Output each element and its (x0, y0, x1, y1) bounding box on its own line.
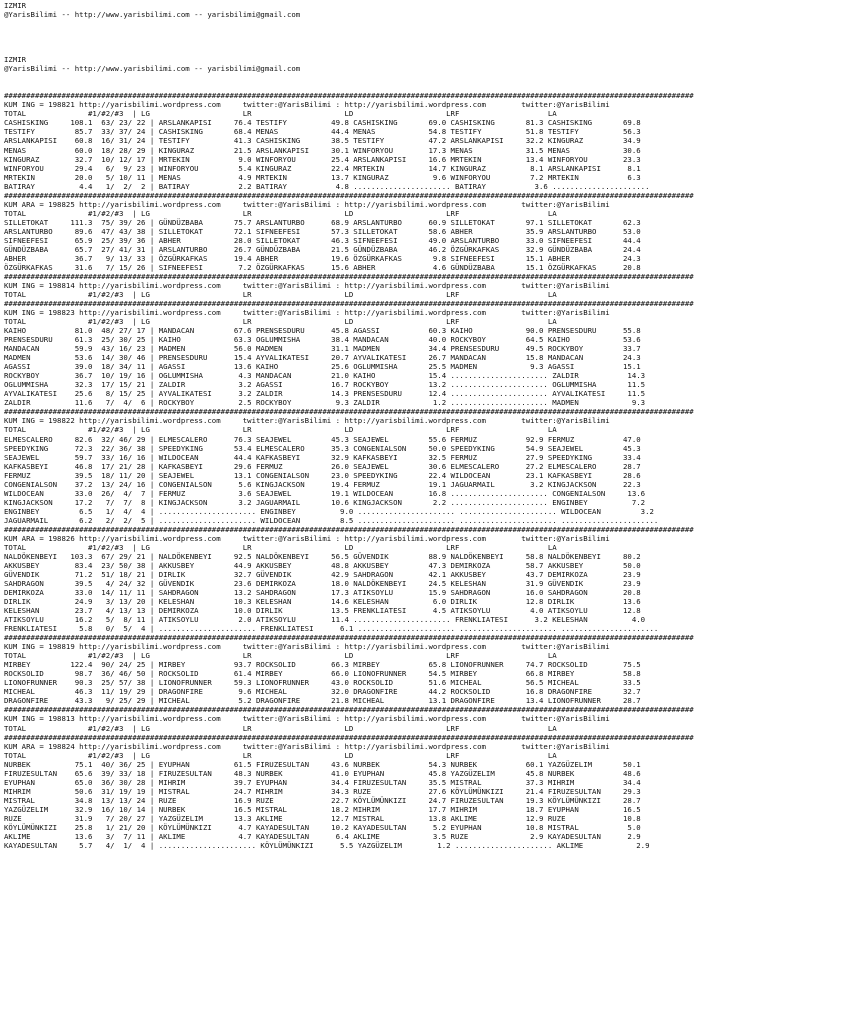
text-line: SEAJEWEL 59.7 33/ 16/ 16 | WILDOCEAN 44.4 KAFKASBEYI 32.9 KAFKASBEYI 32.5 FERMUZ 27.9 SPEEDYKING 33.4 (4, 452, 641, 462)
text-line: SAHDRAGON 39.5 4/ 24/ 32 | GÜVENDIK 23.6 DEMIRKOZA 18.0 NALDÖKENBEYI 24.5 KELESHAN 31.9 GÜVENDIK 23.9 (4, 579, 641, 588)
text-line: KUM ING = 198822 http://yarisbilimi.wordpress.com twitter:@YarisBilimi : http://yarisbilimi.wordpress.com twitter:@YarisBilimi (4, 416, 610, 426)
text-line: ÖZGÜRKAFKAS 31.6 7/ 15/ 26 | SIFNEEFESI 7.2 ÖZGÜRKAFKAS 15.6 ABHER 4.6 GÜNDÜZBABA 15.1 ÖZGÜRKAFKAS 20.8 (4, 262, 641, 272)
text-line: TOTAL #1/#2/#3 | LG LR LD LRF LA (4, 208, 557, 218)
text-line: KUM ING = 198819 http://yarisbilimi.wordpress.com twitter:@YarisBilimi : http://yarisbilimi.wordpress.com twitter:@YarisBilimi (4, 642, 610, 652)
text-line: KUM ING = 198813 http://yarisbilimi.wordpress.com twitter:@YarisBilimi : http://yarisbilimi.wordpress.com twitter:@YarisBilimi (4, 714, 610, 724)
text-line: DIRLIK 24.9 3/ 13/ 20 | KELESHAN 10.3 KELESHAN 14.6 KELESHAN 6.0 DIRLIK 12.8 DIRLIK 13.6 (4, 597, 641, 607)
text-line: KUM ARA = 198826 http://yarisbilimi.wordpress.com twitter:@YarisBilimi : http://yarisbilimi.wordpress.com twitter:@YarisBilimi (4, 533, 610, 543)
text-line: TESTIFY 85.7 33/ 37/ 24 | CASHISKING 68.4 MENAS 44.4 MENAS 54.8 TESTIFY 51.8 TESTIFY 56.3 (4, 127, 641, 137)
text-line: WILDOCEAN 33.0 26/ 4/ 7 | FERMUZ 3.6 SEAJEWEL 19.1 WILDOCEAN 16.8 ...................... CONGENIALSON 13.6 (4, 488, 646, 498)
text-line: ZALDIR 11.6 7/ 4/ 6 | ROCKYBOY 2.5 ROCKYBOY 9.3 ZALDIR 1.2 ...................... MADMEN 9.3 (4, 398, 646, 408)
text-line: KUM ING = 198814 http://yarisbilimi.wordpress.com twitter:@YarisBilimi : http://yarisbilimi.wordpress.com twitter:@YarisBilimi (4, 280, 610, 290)
text-line: KELESHAN 23.7 4/ 13/ 13 | DEMIRKOZA 10.0 DIRLIK 13.5 FRENKLIATESI 4.5 ATIKSOYLU 4.0 ATIKSOYLU 12.8 (4, 606, 641, 616)
text-line: MADMEN 53.6 14/ 30/ 46 | PRENSESDURU 15.4 AYVALIKATESI 20.7 AYVALIKATESI 26.7 MANDACAN 15.8 MANDACAN 24.3 (4, 353, 641, 363)
text-line: MICHEAL 46.3 11/ 19/ 29 | DRAGONFIRE 9.6 MICHEAL 32.0 DRAGONFIRE 44.2 ROCKSOLID 16.8 DRAGONFIRE 32.7 (4, 687, 641, 697)
text-line: NURBEK 75.1 40/ 36/ 25 | EYUPHAN 61.5 FIRUZESULTAN 43.6 NURBEK 54.3 NURBEK 60.1 YAZGÜZELIM 50.1 (4, 759, 641, 769)
text-line: MRTEKIN 20.0 5/ 10/ 11 | MENAS 4.9 MRTEKIN 13.7 KINGURAZ 9.6 WINFORYOU 7.2 MRTEKIN 6.3 (4, 172, 641, 182)
text-line: YAZGÜZELIM 32.9 16/ 10/ 14 | NURBEK 16.5 MISTRAL 18.2 MIHRIM 17.7 MIHRIM 18.7 EYUPHAN 16.5 (4, 804, 641, 814)
text-line: TOTAL #1/#2/#3 | LG LR LD LRF LA (4, 651, 557, 661)
text-line: BATIRAY 4.4 1/ 2/ 2 | BATIRAY 2.2 BATIRAY 4.8 ...................... BATIRAY 3.6 ...................... (4, 181, 650, 191)
text-line (4, 28, 849, 37)
text-line: PRENSESDURU 61.3 25/ 30/ 25 | KAIHO 63.3 OGLUMMISHA 38.4 MANDACAN 40.0 ROCKYBOY 64.5 KAIHO 53.6 (4, 335, 641, 345)
text-line: IZMIR (4, 1, 27, 10)
text-line: ELMESCALERO 82.6 32/ 46/ 29 | ELMESCALERO 76.3 SEAJEWEL 45.3 SEAJEWEL 55.6 FERMUZ 92.9 FERMUZ 47.0 (4, 434, 641, 444)
text-line: ARSLANTURBO 89.6 47/ 43/ 38 | SILLETOKAT 72.1 SIFNEEFESI 57.3 SILLETOKAT 58.6 ABHER 35.9 ARSLANTURBO 53.0 (4, 226, 641, 236)
text-line: KINGJACKSON 17.2 7/ 7/ 8 | KINGJACKSON 3.2 JAGUARMAIL 10.6 KINGJACKSON 2.2 ...................... ENGINBEY 7.2 (4, 497, 646, 507)
text-line: IZMIR (4, 55, 27, 65)
text-line: TOTAL #1/#2/#3 | LG LR LD LRF LA (4, 290, 557, 299)
text-line: @YarisBilimi -- http://www.yarisbilimi.com -- yarisbilimi@gmail.com (4, 10, 301, 20)
text-line: ############################################################################################################################################################ (4, 732, 694, 742)
text-line: CONGENIALSON 37.2 13/ 24/ 16 | CONGENIALSON 5.6 KINGJACKSON 19.4 FERMUZ 19.1 JAGUARMAIL 3.2 KINGJACKSON 22.3 (4, 479, 641, 489)
text-line: AKLIME 13.6 3/ 7/ 11 | AKLIME 4.7 KAYADESULTAN 6.4 AKLIME 3.5 RUZE 2.9 KAYADESULTAN 2.9 (4, 831, 641, 841)
text-line: TOTAL #1/#2/#3 | LG LR LD LRF LA (4, 317, 557, 327)
text-line: AKKUSBEY 83.4 23/ 50/ 38 | AKKUSBEY 44.9 AKKUSBEY 48.8 AKKUSBEY 47.3 DEMIRKOZA 58.7 AKKUSBEY 50.0 (4, 560, 641, 570)
text-line: AGASSI 39.0 18/ 34/ 11 | AGASSI 13.6 KAIHO 25.6 OGLUMMISHA 25.5 MADMEN 9.3 AGASSI 15.1 (4, 362, 641, 372)
text-line: JAGUARMAIL 6.2 2/ 2/ 5 | ...................... WILDOCEAN 8.5 ...................... ...................... ...................... (4, 515, 659, 525)
text-line: ############################################################################################################################################################ (4, 190, 694, 200)
text-line: SIFNEEFESI 65.9 25/ 39/ 36 | ABHER 28.0 SILLETOKAT 46.3 SIFNEEFESI 49.0 ARSLANTURBO 33.0 SIFNEEFESI 44.4 (4, 235, 641, 245)
text-line: FERMUZ 39.5 18/ 11/ 20 | SEAJEWEL 13.1 CONGENIALSON 23.0 SPEEDYKING 22.4 WILDOCEAN 23.1 KAFKASBEYI 28.6 (4, 470, 641, 480)
text-line: ENGINBEY 6.5 1/ 4/ 4 | ...................... ENGINBEY 9.0 ...................... ...................... WILDOCEAN 3.2 (4, 506, 654, 516)
text-line: ############################################################################################################################################################ (4, 299, 694, 309)
text-line: WINFORYOU 29.4 6/ 9/ 23 | WINFORYOU 5.4 KINGURAZ 22.4 MRTEKIN 14.7 KINGURAZ 8.1 ARSLANKAPISI 8.1 (4, 163, 641, 173)
text-line: ATIKSOYLU 16.2 5/ 8/ 11 | ATIKSOYLU 2.0 ATIKSOYLU 11.4 ...................... FRENKLIATESI 3.2 KELESHAN 4.0 (4, 615, 646, 625)
text-line (4, 19, 849, 28)
text-line: GÜNDÜZBABA 65.7 27/ 41/ 31 | ARSLANTURBO 26.7 GÜNDÜZBABA 21.5 GÜNDÜZBABA 46.2 ÖZGÜRKAFKAS 32.9 GÜNDÜZBABA 24.4 (4, 244, 641, 254)
text-line: KAFKASBEYI 46.8 17/ 21/ 28 | KAFKASBEYI 29.6 FERMUZ 26.0 SEAJEWEL 30.6 ELMESCALERO 27.2 ELMESCALERO 28.7 (4, 461, 641, 471)
text-line: LIONOFRUNNER 90.3 25/ 57/ 38 | LIONOFRUNNER 59.3 LIONOFRUNNER 43.0 ROCKSOLID 51.6 MICHEAL 56.5 MICHEAL 33.5 (4, 678, 641, 688)
text-line: ############################################################################################################################################################ (4, 407, 694, 417)
text-line: KUM ING = 198823 http://yarisbilimi.wordpress.com twitter:@YarisBilimi : http://yarisbilimi.wordpress.com twitter:@YarisBilimi (4, 308, 610, 318)
text-line: TOTAL #1/#2/#3 | LG LR LD LRF LA (4, 723, 557, 733)
text-line: KUM ARA = 198825 http://yarisbilimi.wordpress.com twitter:@YarisBilimi : http://yarisbilimi.wordpress.com twitter:@YarisBilimi (4, 199, 610, 209)
text-line: DRAGONFIRE 43.3 9/ 25/ 29 | MICHEAL 5.2 DRAGONFIRE 21.8 MICHEAL 13.1 DRAGONFIRE 13.4 LIONOFRUNNER 28.7 (4, 696, 641, 706)
text-line: MIHRIM 50.6 31/ 19/ 19 | MISTRAL 24.7 MIHRIM 34.3 RUZE 27.6 KÖYLÜMÜNKIZI 21.4 FIRUZESULTAN 29.3 (4, 786, 641, 796)
text-line (4, 37, 849, 46)
text-line: MIRBEY 122.4 90/ 24/ 25 | MIRBEY 93.7 ROCKSOLID 66.3 MIRBEY 65.8 LIONOFRUNNER 74.7 ROCKSOLID 75.5 (4, 660, 641, 670)
text-line: CASHISKING 108.1 63/ 23/ 22 | ARSLANKAPISI 76.4 TESTIFY 49.8 CASHISKING 69.0 CASHISKING 81.3 CASHISKING 69.8 (4, 118, 641, 128)
text-line: NALDÖKENBEYI 103.3 67/ 29/ 21 | NALDÖKENBEYI 92.5 NALDÖKENBEYI 56.5 GÜVENDIK 88.9 NALDÖKENBEYI 58.8 NALDÖKENBEYI 80.2 (4, 551, 641, 561)
text-line (4, 82, 849, 91)
text-line: TOTAL #1/#2/#3 | LG LR LD LRF LA (4, 750, 557, 760)
text-line: KAIHO 81.0 48/ 27/ 17 | MANDACAN 67.6 PRENSESDURU 45.8 AGASSI 60.3 KAIHO 90.0 PRENSESDURU 55.8 (4, 326, 641, 336)
text-line: TOTAL #1/#2/#3 | LG LR LD LRF LA (4, 109, 557, 119)
text-document (4, 1, 849, 850)
text-line: KÖYLÜMÜNKIZI 25.8 1/ 21/ 20 | KÖYLÜMÜNKIZI 4.7 KAYADESULTAN 10.2 KAYADESULTAN 5.2 EYUPHAN 10.8 MISTRAL 5.0 (4, 822, 641, 832)
text-line (4, 46, 849, 55)
text-line: MANDACAN 59.9 43/ 16/ 23 | MADMEN 56.0 MADMEN 31.1 MADMEN 34.4 PRENSESDURU 49.5 ROCKYBOY 33.7 (4, 344, 641, 354)
text-line: ROCKSOLID 98.7 36/ 46/ 50 | ROCKSOLID 61.4 MIRBEY 66.0 LIONOFRUNNER 54.5 MIRBEY 66.8 MIRBEY 58.8 (4, 669, 641, 679)
text-line: FIRUZESULTAN 65.6 39/ 33/ 18 | FIRUZESULTAN 48.3 NURBEK 41.0 EYUPHAN 45.8 YAZGÜZELIM 45.8 NURBEK 48.6 (4, 768, 641, 778)
text-line: KUM ING = 198821 http://yarisbilimi.wordpress.com twitter:@YarisBilimi : http://yarisbilimi.wordpress.com twitter:@YarisBilimi (4, 100, 610, 110)
text-line: ABHER 36.7 9/ 13/ 33 | ÖZGÜRKAFKAS 19.4 ABHER 19.6 ÖZGÜRKAFKAS 9.8 SIFNEEFESI 15.1 ABHER 24.3 (4, 253, 641, 263)
text-line (4, 73, 849, 82)
text-line: FRENKLIATESI 5.8 0/ 5/ 4 | ...................... FRENKLIATESI 6.1 ...................... ...................... ...................... (4, 624, 659, 634)
text-line: KAYADESULTAN 5.7 4/ 1/ 4 | ...................... KÖYLÜMÜNKIZI 5.5 YAZGÜZELIM 1.2 ...................... AKLIME 2.9 (4, 840, 650, 850)
text-line: GÜVENDIK 71.2 51/ 18/ 21 | DIRLIK 32.7 GÜVENDIK 42.9 SAHDRAGON 42.1 AKKUSBEY 43.7 DEMIRKOZA 23.9 (4, 569, 641, 579)
text-line: SILLETOKAT 111.3 75/ 39/ 26 | GÜNDÜZBABA 75.7 ARSLANTURBO 68.9 ARSLANTURBO 60.9 SILLETOKAT 97.1 SILLETOKAT 62.3 (4, 217, 641, 227)
text-line: KUM ARA = 198824 http://yarisbilimi.wordpress.com twitter:@YarisBilimi : http://yarisbilimi.wordpress.com twitter:@YarisBilimi (4, 741, 610, 751)
text-line: AYVALIKATESI 25.6 8/ 15/ 25 | AYVALIKATESI 3.2 ZALDIR 14.3 PRENSESDURU 12.4 ...................... AYVALIKATESI 11.5 (4, 389, 646, 399)
text-line: RUZE 31.9 7/ 20/ 27 | YAZGÜZELIM 13.3 AKLIME 12.7 MISTRAL 13.8 AKLIME 12.9 RUZE 10.8 (4, 813, 641, 823)
text-line: EYUPHAN 65.0 36/ 30/ 28 | MIHRIM 39.7 EYUPHAN 34.4 FIRUZESULTAN 35.5 MISTRAL 37.3 MIHRIM 34.4 (4, 777, 641, 787)
text-line: @YarisBilimi -- http://www.yarisbilimi.com -- yarisbilimi@gmail.com (4, 64, 301, 74)
text-line: ARSLANKAPISI 60.8 16/ 31/ 24 | TESTIFY 41.3 CASHISKING 38.5 TESTIFY 47.2 ARSLANKAPISI 32.2 KINGURAZ 34.9 (4, 136, 641, 146)
text-line: TOTAL #1/#2/#3 | LG LR LD LRF LA (4, 425, 557, 435)
text-line: TOTAL #1/#2/#3 | LG LR LD LRF LA (4, 542, 557, 552)
text-line: ############################################################################################################################################################ (4, 633, 694, 643)
text-line: DEMIRKOZA 33.0 14/ 11/ 11 | SAHDRAGON 13.2 SAHDRAGON 17.3 ATIKSOYLU 15.9 SAHDRAGON 16.0 SAHDRAGON 20.8 (4, 588, 641, 598)
text-line: ############################################################################################################################################################ (4, 271, 694, 281)
text-line: KINGURAZ 32.7 10/ 12/ 17 | MRTEKIN 9.0 WINFORYOU 25.4 ARSLANKAPISI 16.6 MRTEKIN 13.4 WINFORYOU 23.3 (4, 154, 641, 164)
text-line: ############################################################################################################################################################ (4, 524, 694, 534)
text-line: SPEEDYKING 72.3 22/ 36/ 38 | SPEEDYKING 53.4 ELMESCALERO 35.3 CONGENIALSON 50.0 SPEEDYKING 54.9 SEAJEWEL 45.3 (4, 443, 641, 453)
text-line: ROCKYBOY 36.7 10/ 19/ 16 | OGLUMMISHA 4.3 MANDACAN 21.0 KAIHO 15.4 ...................... ZALDIR 14.3 (4, 371, 646, 381)
text-line: ############################################################################################################################################################ (4, 705, 694, 715)
text-line: OGLUMMISHA 32.3 17/ 15/ 21 | ZALDIR 3.2 AGASSI 16.7 ROCKYBOY 13.2 ...................... OGLUMMISHA 11.5 (4, 380, 646, 390)
text-line: MISTRAL 34.8 13/ 13/ 24 | RUZE 16.9 RUZE 22.7 KÖYLÜMÜNKIZI 24.7 FIRUZESULTAN 19.3 KÖYLÜMÜNKIZI 28.7 (4, 795, 641, 805)
text-line: ############################################################################################################################################################ (4, 91, 694, 101)
text-line: MENAS 60.0 18/ 28/ 29 | KINGURAZ 21.5 ARSLANKAPISI 30.1 WINFORYOU 17.3 MENAS 31.5 MENAS 30.6 (4, 145, 641, 155)
